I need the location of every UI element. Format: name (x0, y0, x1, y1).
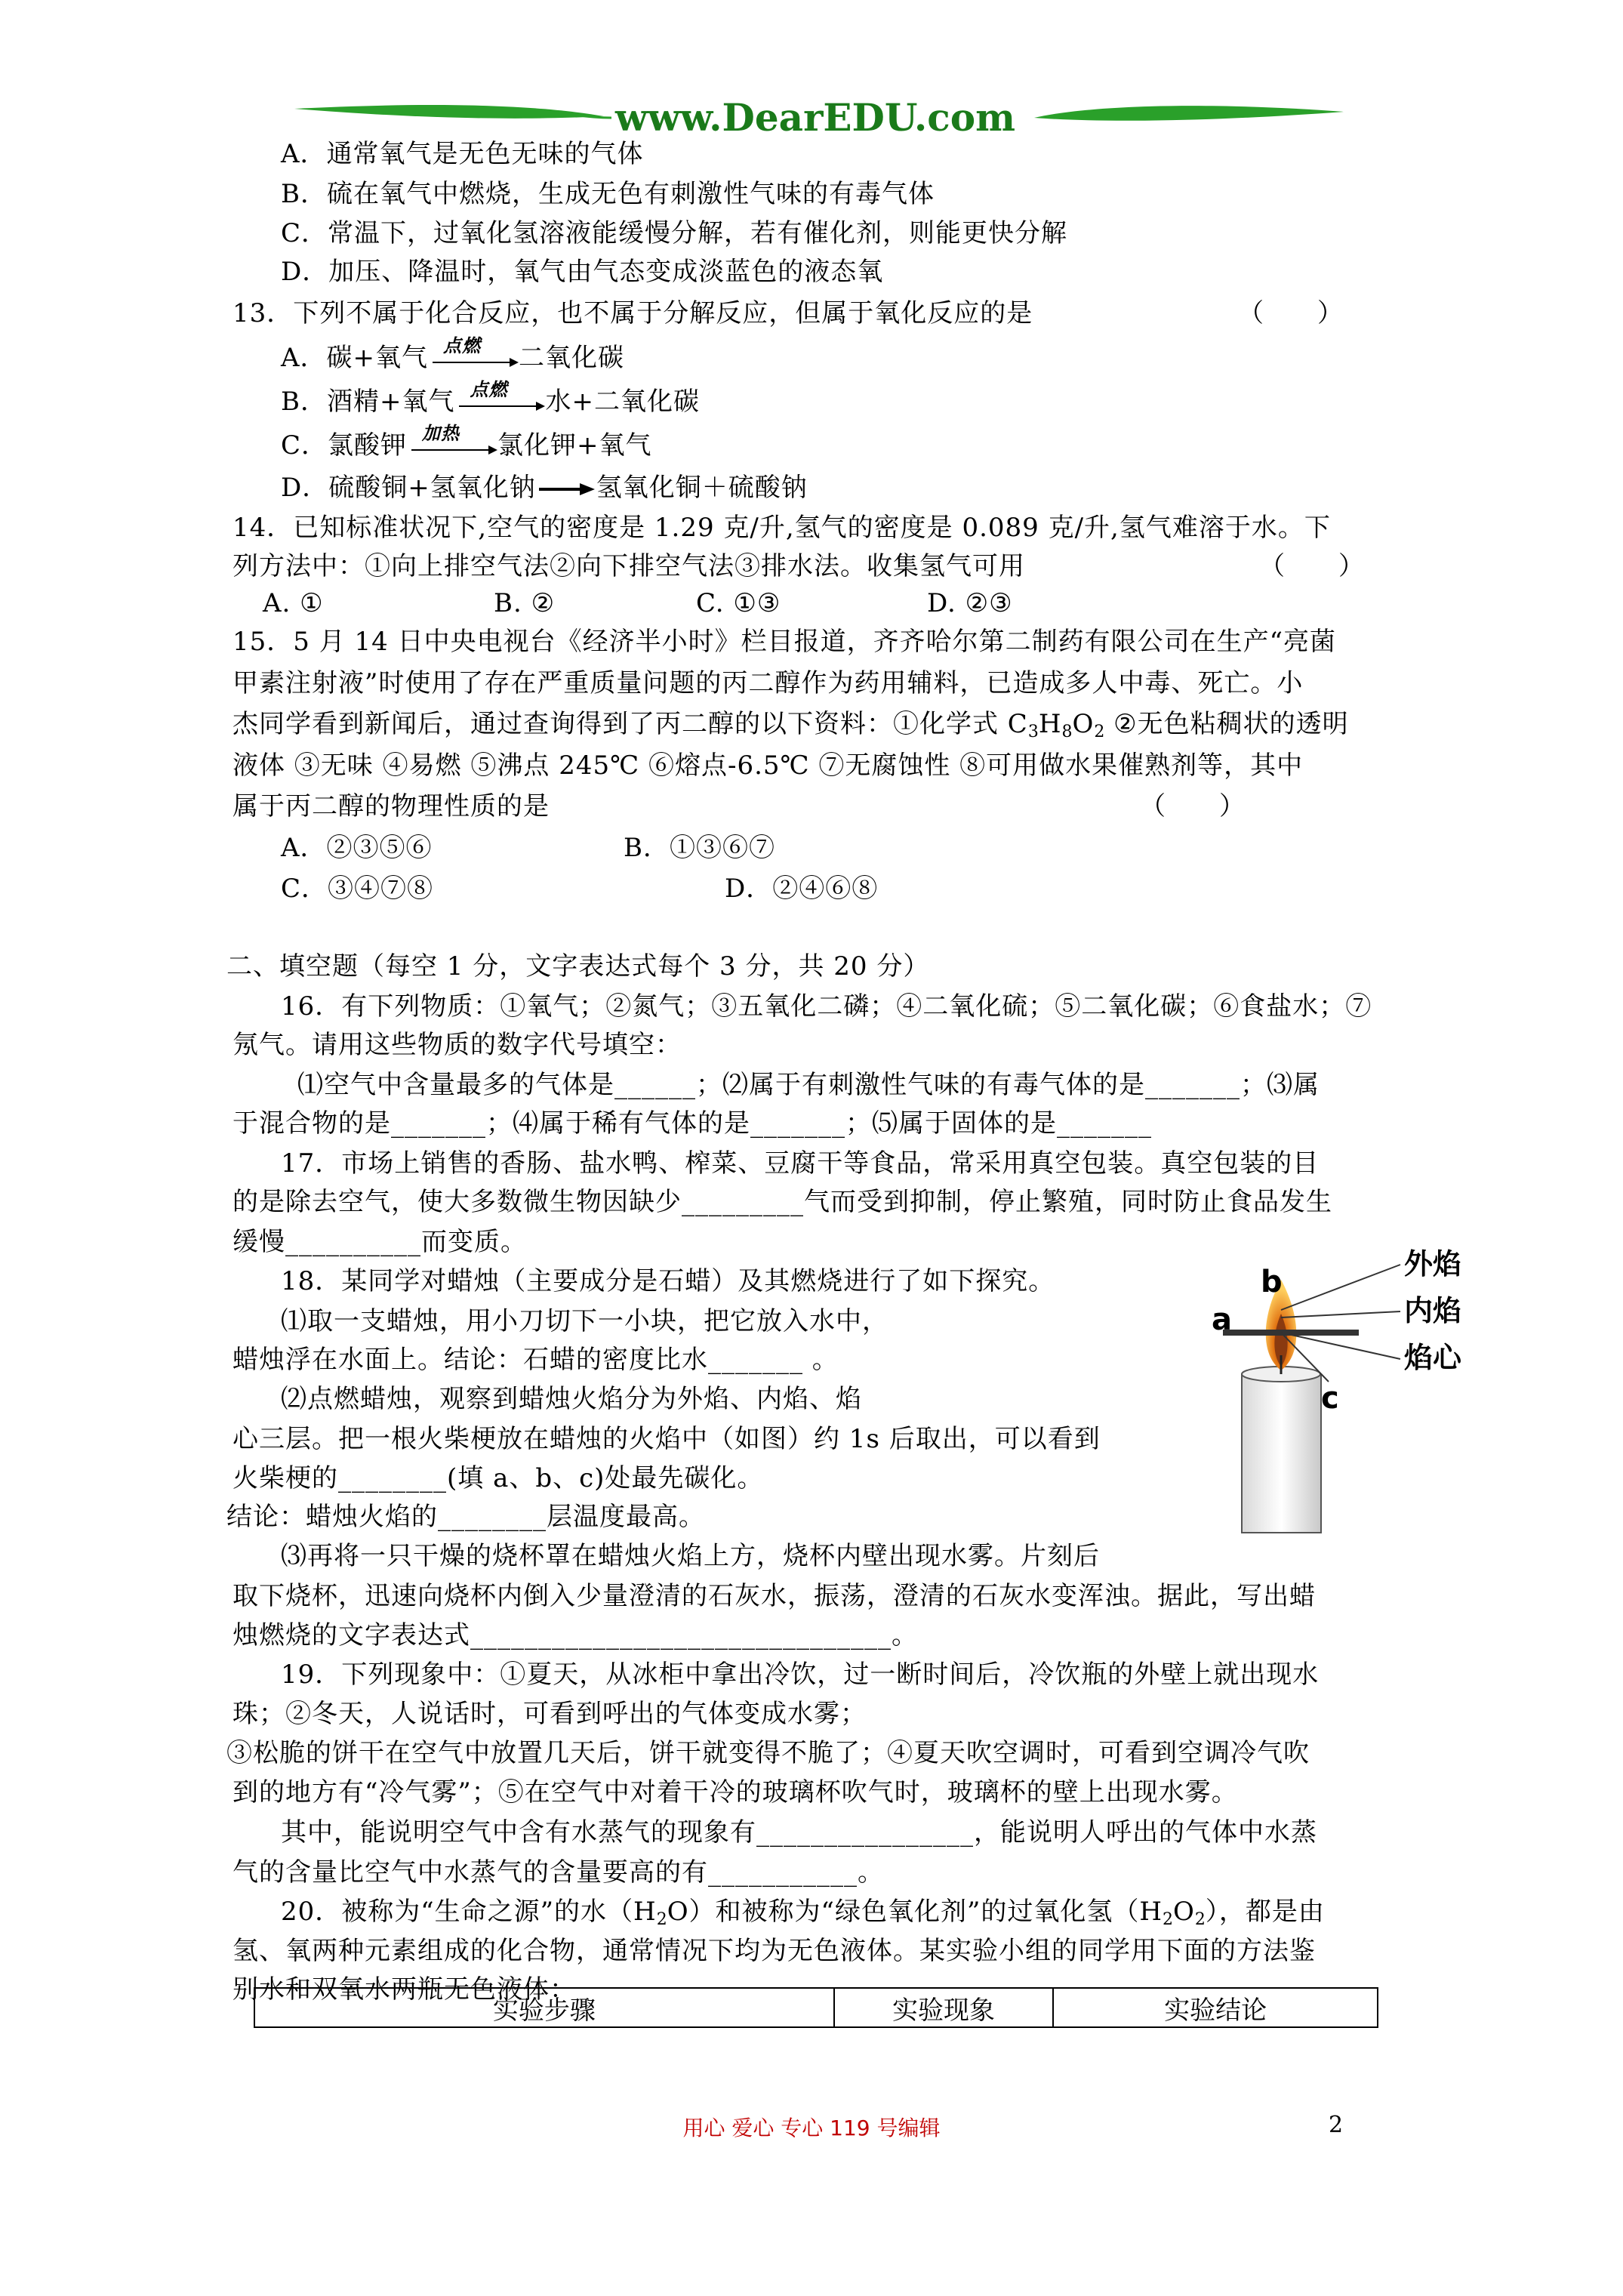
q18-line-4: ⑵点燃蜡烛，观察到蜡烛火焰分为外焰、内焰、焰 (281, 1384, 862, 1414)
q14-answer-bracket: （ ） (1259, 551, 1365, 581)
figure-label-inner: 内焰 (1404, 1294, 1462, 1327)
q18-line-3: 蜡烛浮在水面上。结论：石蜡的密度比水_______ 。 (233, 1345, 839, 1375)
q15-option-b: B．①③⑥⑦ (624, 833, 775, 863)
q13-c-products: 氯化钾+氧气 (497, 430, 652, 461)
q16-line-2: 氖气。请用这些物质的数字代号填空： (233, 1030, 682, 1060)
q20-line-3: 别水和双氧水两瓶无色液体： (233, 1974, 576, 2005)
q17-line-1: 17．市场上销售的香肠、盐水鸭、榨菜、豆腐干等食品，常采用真空包装。真空包装的目 (281, 1148, 1320, 1179)
q12-option-a: A．通常氧气是无色无味的气体 (281, 139, 644, 169)
q18-line-5: 心三层。把一根火柴梗放在蜡烛的火焰中（如图）约 1s 后取出，可以看到 (233, 1424, 1101, 1454)
q15-line-2: 甲素注射液”时使用了存在严重质量问题的丙二醇作为药用辅料，已造成多人中毒、死亡。小 (233, 668, 1304, 698)
q13-answer-bracket: （ ） (1238, 298, 1344, 328)
q15-line-4: 液体 ③无味 ④易燃 ⑤沸点 245℃ ⑥熔点-6.5℃ ⑦无腐蚀性 ⑧可用做水果催熟剂等，其中 (233, 750, 1304, 781)
q15-option-c: C．③④⑦⑧ (281, 874, 434, 904)
q13-d-reactants: D．硫酸铜+氢氧化钠 (281, 473, 536, 503)
q19-line-3: ③松脆的饼干在空气中放置几天后，饼干就变得不脆了；④夏天吹空调时，可看到空调冷气吹 (226, 1738, 1310, 1768)
q13-a-condition: 点燃 (443, 334, 482, 356)
site-logo-text: www.DearEDU.com (615, 95, 1016, 140)
q13-c-condition: 加热 (422, 422, 460, 444)
q15-line-1: 15．5 月 14 日中央电视台《经济半小时》栏目报道，齐齐哈尔第二制药有限公司在生产“亮菌 (233, 627, 1336, 657)
q14-option-a: A. ① (263, 588, 324, 618)
q13-b-reactants: B．酒精+氧气 (281, 387, 455, 417)
q15-option-d: D．②④⑥⑧ (725, 874, 879, 904)
q19-line-6: 气的含量比空气中水蒸气的含量要高的有___________。 (233, 1857, 884, 1888)
page-footer: 用心 爱心 专心 119 号编辑 (682, 2116, 941, 2140)
q16-line-4: 于混合物的是_______；⑷属于稀有气体的是_______；⑸属于固体的是_______ (233, 1108, 1152, 1139)
q16-line-3: ⑴空气中含量最多的气体是______；⑵属于有刺激性气味的有毒气体的是_______；⑶属 (297, 1070, 1320, 1100)
q17-line-2: 的是除去空气，使大多数微生物因缺少_________气而受到抑制，停止繁殖，同时防止食品发生 (233, 1187, 1332, 1217)
q18-line-9: 取下烧杯，迅速向烧杯内倒入少量澄清的石灰水，振荡，澄清的石灰水变浑浊。据此，写出蜡 (233, 1581, 1316, 1611)
q19-line-1: 19．下列现象中：①夏天，从冰柜中拿出冷饮，过一断时间后，冷饮瓶的外壁上就出现水 (281, 1660, 1320, 1690)
q13-a-reactants: A．碳+氧气 (281, 343, 429, 373)
q18-line-10: 烛燃烧的文字表达式_______________________________。 (233, 1620, 918, 1650)
q13-option-a (281, 334, 625, 376)
q13-option-b (281, 378, 700, 420)
q15-line-5: 属于丙二醇的物理性质的是 (233, 791, 550, 821)
q12-option-c: C．常温下，过氧化氢溶液能缓慢分解，若有催化剂，则能更快分解 (281, 218, 1068, 248)
q12-option-d: D．加压、降温时，氧气由气态变成淡蓝色的液态氧 (281, 257, 884, 287)
figure-label-c: c (1321, 1381, 1339, 1416)
q13-b-products: 水+二氧化碳 (545, 387, 700, 417)
q18-line-8: ⑶再将一只干燥的烧杯罩在蜡烛火焰上方，烧杯内壁出现水雾。片刻后 (281, 1541, 1100, 1571)
q14-option-b: B. ② (494, 588, 556, 618)
q15-answer-bracket: （ ） (1140, 791, 1246, 821)
figure-label-b: b (1261, 1265, 1283, 1299)
table-header-phenomenon: 实验现象 (834, 1988, 1054, 2027)
q14-option-d: D. ②③ (927, 588, 1013, 618)
section-2-title: 二、填空题（每空 1 分，文字表达式每个 3 分，共 20 分） (226, 951, 930, 982)
q13-option-d (281, 470, 808, 506)
q19-line-4: 到的地方有“冷气雾”；⑤在空气中对着干冷的玻璃杯吹气时，玻璃杯的壁上出现水雾。 (233, 1777, 1238, 1808)
q15-line-3: 杰同学看到新闻后，通过查询得到了丙二醇的以下资料：①化学式 $C_3H_8O_2$ ②无色粘稠状的透明 (233, 709, 1349, 741)
reaction-arrow-icon (428, 334, 519, 374)
q13-b-condition: 点燃 (470, 378, 508, 400)
page-number: 2 (1329, 2112, 1344, 2138)
q15-option-a: A．②③⑤⑥ (281, 833, 433, 863)
q20-line-2: 氢、氧两种元素组成的化合物，通常情况下均为无色液体。某实验小组的同学用下面的方法鉴 (233, 1936, 1316, 1966)
q20-line-1: 20．被称为“生命之源”的水$(H_2O)$和被称为“绿色氧化剂”的过氧化氢$(H_2O_2)$，都是由 (281, 1897, 1325, 1929)
figure-label-a: a (1212, 1302, 1232, 1337)
q18-line-1: 18．某同学对蜡烛（主要成分是石蜡）及其燃烧进行了如下探究。 (281, 1266, 1055, 1296)
q13-d-products: 氢氧化铜＋硫酸钠 (596, 473, 808, 503)
reaction-arrow-icon (454, 378, 545, 418)
q14-line-1: 14．已知标准状况下,空气的密度是 1.29 克/升,氢气的密度是 0.089 克/升,氢气难溶于水。下 (233, 513, 1331, 543)
reaction-arrow-icon (407, 422, 497, 462)
q17-line-3: 缓慢__________而变质。 (233, 1227, 527, 1257)
reaction-arrow-icon (536, 482, 596, 497)
q13-stem: 13．下列不属于化合反应，也不属于分解反应，但属于氧化反应的是 (233, 298, 1033, 328)
q18-line-7: 结论：蜡烛火焰的________层温度最高。 (226, 1502, 705, 1532)
q14-option-c: C. ①③ (696, 588, 781, 618)
experiment-table (254, 1987, 1378, 2028)
q18-line-6: 火柴梗的________(填 a、b、c)处最先碳化。 (233, 1463, 764, 1493)
table-header-conclusion: 实验结论 (1053, 1988, 1378, 2027)
q13-a-products: 二氧化碳 (519, 343, 625, 373)
q14-line-2: 列方法中：①向上排空气法②向下排空气法③排水法。收集氢气可用 (233, 551, 1025, 581)
q13-option-c (281, 422, 652, 464)
candle-flame-figure (1208, 1227, 1480, 1544)
q16-line-1: 16．有下列物质：①氧气；②氮气；③五氧化二磷；④二氧化硫；⑤二氧化碳；⑥食盐水；⑦ (281, 991, 1372, 1022)
figure-label-core: 焰心 (1404, 1341, 1462, 1374)
table-header-row (254, 1988, 1378, 2027)
q12-option-b: B．硫在氧气中燃烧，生成无色有刺激性气味的有毒气体 (281, 179, 935, 209)
q13-c-reactants: C．氯酸钾 (281, 430, 408, 461)
table-header-steps: 实验步骤 (254, 1988, 834, 2027)
figure-label-outer: 外焰 (1404, 1247, 1462, 1281)
q19-line-2: 珠；②冬天，人说话时，可看到呼出的气体变成水雾； (233, 1699, 867, 1729)
q19-line-5: 其中，能说明空气中含有水蒸气的现象有________________，能说明人呼出的气体中水蒸 (281, 1817, 1317, 1848)
q18-line-2: ⑴取一支蜡烛，用小刀切下一小块，把它放入水中， (281, 1306, 888, 1336)
